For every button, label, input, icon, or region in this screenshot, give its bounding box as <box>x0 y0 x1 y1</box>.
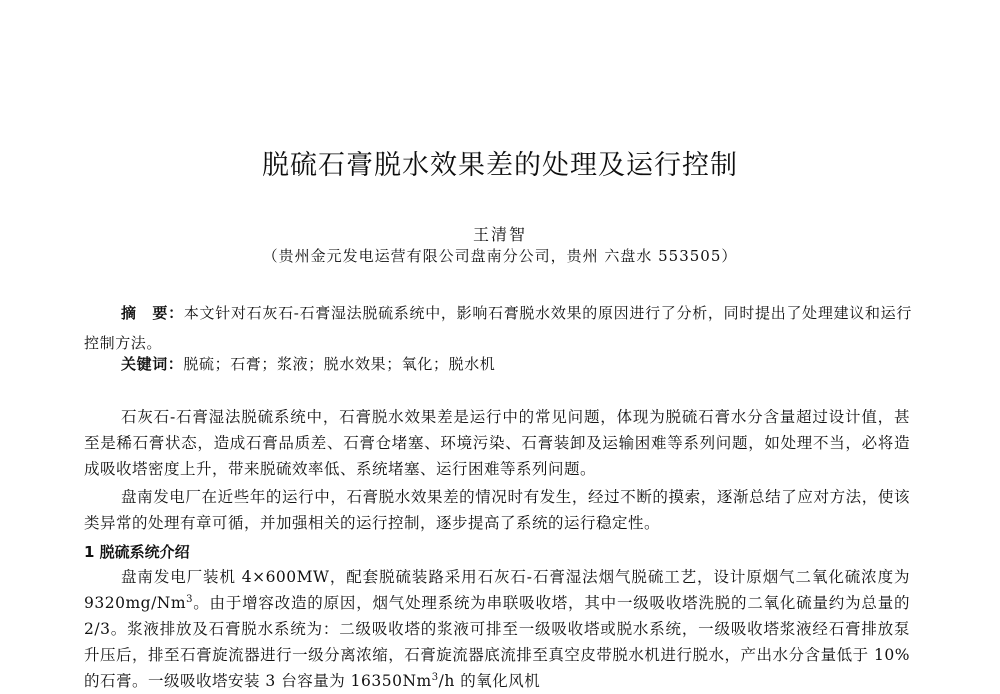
author-affiliation: （贵州金元发电运营有限公司盘南分公司，贵州 六盘水 553505） <box>262 247 738 265</box>
paper-title: 脱硫石膏脱水效果差的处理及运行控制 <box>262 150 738 181</box>
p3-part-a: 盘南发电厂装机 4×600MW，配套脱硫装路采用石灰石-石膏湿法烟气脱硫工艺，设计原烟气二氧化硫浓度为 9320mg/Nm <box>84 568 910 612</box>
p3-part-c: /h 的氧化风机 <box>438 672 541 690</box>
superscript-3b: 3 <box>431 671 439 683</box>
abstract-text: 本文针对石灰石-石膏湿法脱硫系统中，影响石膏脱水效果的原因进行了分析，同时提出了处理建议和运行控制方法。 <box>84 304 912 352</box>
author-name: 王清智 <box>472 225 527 244</box>
superscript-3a: 3 <box>186 593 193 605</box>
body-paragraph-2: 盘南发电厂在近些年的运行中，石膏脱水效果差的情况时有发生，经过不断的摸索，逐渐总结了应对方法，使该类异常的处理有章可循，并加强相关的运行控制，逐步提高了系统的运行稳定性。 <box>84 488 910 532</box>
abstract <box>84 298 912 358</box>
keywords <box>121 352 911 376</box>
keywords-label: 关键词： <box>121 355 184 373</box>
p3-part-b: 。由于增容改造的原因，烟气处理系统为串联吸收塔，其中一级吸收塔洗脱的二氧化硫量约为总量的 2/3。浆液排放及石膏脱水系统为：二级吸收塔的浆液可排至一级吸收塔或脱水系统，一级吸收塔浆液经石膏排放泵升压后，排至石膏旋流器进行一级分离浓缩，石膏旋流器底流排至真空皮带脱水机进行脱水，产出水分含量低于 10%的石膏。一级吸收塔安装 3 台容量为 16350Nm <box>84 594 910 690</box>
section-heading-1: 1 脱硫系统介绍 <box>84 543 190 561</box>
body-paragraph-3 <box>84 564 910 694</box>
body-paragraph-1: 石灰石-石膏湿法脱硫系统中，石膏脱水效果差是运行中的常见问题，体现为脱硫石膏水分含量超过设计值，甚至是稀石膏状态，造成石膏品质差、石膏仓堵塞、环境污染、石膏装卸及运输困难等系列问题，如处理不当，必将造成吸收塔密度上升，带来脱硫效率低、系统堵塞、运行困难等系列问题。 <box>84 408 910 478</box>
keywords-text: 脱硫；石膏；浆液；脱水效果；氧化；脱水机 <box>183 355 496 373</box>
abstract-label: 摘 要： <box>121 304 184 322</box>
